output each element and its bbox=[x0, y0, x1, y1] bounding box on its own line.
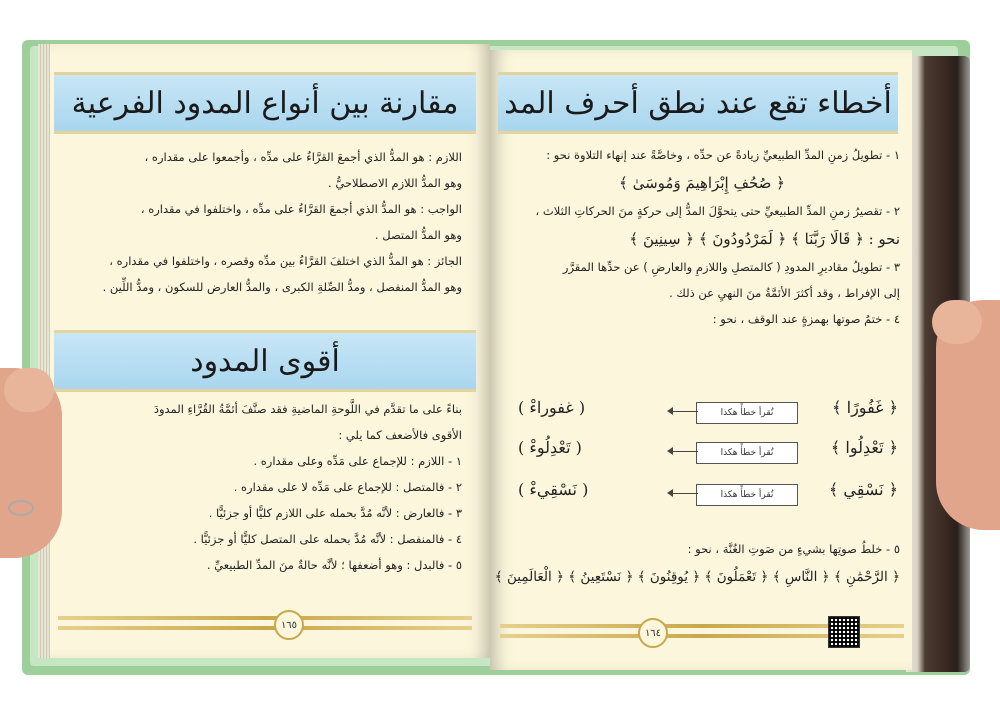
wrong-label-box: تُقرأ خطأً هكذا bbox=[696, 402, 798, 424]
wrong-reading: ( تَعْدِلُوءْ ) bbox=[518, 438, 582, 457]
gold-rule bbox=[58, 626, 472, 630]
arrow-icon bbox=[672, 411, 698, 412]
left-page-title: مقارنة بين أنواع المدود الفرعية bbox=[71, 85, 459, 121]
right-body-lower bbox=[494, 536, 900, 592]
comparison-text bbox=[62, 144, 462, 300]
left-page-subtitle: أقوى المدود bbox=[190, 343, 340, 379]
wrong-label-box: تُقرأ خطأً هكذا bbox=[696, 442, 798, 464]
right-page bbox=[490, 50, 912, 670]
comparison-line: وهو المدُّ المتصل . bbox=[374, 228, 462, 242]
left-title-band bbox=[54, 72, 476, 134]
intro-line: بناءً على ما تقدَّم في اللَّوحةِ الماضيةِ فقد صنَّفَ أئمَّةُ القُرَّاءِ المدودَ bbox=[153, 402, 462, 416]
comparison-line: الجائز : هو المدُّ الذي اختلفَ القرَّاءُ بين مدِّه وقصره ، واختلفوا في مقداره ، bbox=[109, 254, 462, 268]
left-subtitle-band bbox=[54, 330, 476, 392]
comparison-line: وهو المدُّ المنفصل ، ومدُّ الصِّلةِ الكبرى ، والمدُّ العارض للسكون ، ومدُّ اللِّين . bbox=[102, 280, 462, 294]
intro-line: الأقوى فالأضعف كما يلي : bbox=[338, 428, 462, 442]
error-item: ٣ - تطويلُ مقاديرِ المدودِ ( كالمتصلِ واللازمِ والعارضِ ) عن حدِّها المقرَّر bbox=[562, 260, 900, 274]
right-body bbox=[504, 142, 900, 332]
comparison-line: اللازم : هو المدُّ الذي أجمعَ القرَّاءُ على مدِّه ، وأجمعوا على مقداره ، bbox=[144, 150, 462, 164]
strength-item: ١ - اللازم : للإجماع على مَدِّه وعلى مقداره . bbox=[253, 454, 462, 468]
correct-reading: ﴿ نَسْقِي ﴾ bbox=[828, 480, 898, 499]
comparison-row bbox=[518, 396, 898, 430]
correct-reading: ﴿ غَفُورًا ﴾ bbox=[832, 398, 898, 417]
left-page bbox=[38, 44, 490, 658]
error-item: إلى الإفراط ، وقد أكثرَ الأئمَّةُ منَ النهيِ عن ذلك . bbox=[669, 286, 900, 300]
gold-rule bbox=[58, 616, 472, 620]
strength-item: ٥ - فالبدل : وهو أضعفها ؛ لأنَّه حالةٌ منَ المدِّ الطبيعيِّ . bbox=[206, 558, 462, 572]
error-item: ٢ - تقصيرُ زمنِ المدِّ الطبيعيِّ حتى يتحوَّلَ المدُّ إلى حركةٍ منَ الحركاتِ الثلاث ، bbox=[535, 204, 900, 218]
strength-item: ٣ - فالعارض : لأنَّه مُدَّ بحمله على اللازم كليًّا أو جزئيًّا . bbox=[208, 506, 462, 520]
wrong-reading: ( نَسْقِيءْ ) bbox=[518, 480, 589, 499]
wrong-reading: ( غفوراءْ ) bbox=[518, 398, 586, 417]
left-thumb bbox=[4, 368, 54, 412]
wrong-label-box: تُقرأ خطأً هكذا bbox=[696, 484, 798, 506]
comparison-line: وهو المدُّ اللازم الاصطلاحيُّ . bbox=[328, 176, 462, 190]
arrow-icon bbox=[672, 451, 698, 452]
strength-text bbox=[62, 396, 462, 578]
error-item: ٤ - ختمُ صوتها بهمزةٍ عند الوقف ، نحو : bbox=[712, 312, 900, 326]
right-page-title: أخطاء تقع عند نطق أحرف المد bbox=[504, 85, 892, 121]
comparison-line: الواجب : هو المدُّ الذي أجمعَ القرَّاءُ على مدِّه ، واختلفوا في مقداره ، bbox=[140, 202, 462, 216]
error-item: ١ - تطويلُ زمنِ المدِّ الطبيعيِّ زيادةً عن حدِّه ، وخاصَّةً عند إنهاء التلاوة نحو : bbox=[546, 148, 900, 162]
qr-code bbox=[828, 616, 860, 648]
strength-item: ٤ - فالمنفصل : لأنَّه مُدَّ بحمله على المتصل كليًّا أو جزئيًّا . bbox=[193, 532, 462, 546]
strength-item: ٢ - فالمتصل : للإجماع على مَدِّه لا على مقداره . bbox=[233, 480, 462, 494]
page-edge-pattern bbox=[38, 44, 50, 658]
ring bbox=[8, 500, 34, 516]
arrow-icon bbox=[672, 493, 698, 494]
correct-reading: ﴿ تَعْدِلُوا ﴾ bbox=[830, 438, 898, 457]
verse-example: نحو : ﴿ قَالَا رَبَّنَا ﴾ ﴿ لَمَرْدُودُونَ ﴾ ﴿ سِينِينَ ﴾ bbox=[629, 230, 900, 248]
left-page-number: ١٦٥ bbox=[274, 610, 304, 640]
comparison-row bbox=[518, 436, 898, 470]
right-page-number: ١٦٤ bbox=[638, 618, 668, 648]
comparison-row bbox=[518, 478, 898, 512]
error-item: ٥ - خلطُ صوتِها بشيءٍ من صَوتِ الغُنَّة ، نحو : bbox=[687, 542, 900, 556]
verse-example: ﴿ صُحُفِ إِبْرَاهِيمَ وَمُوسَىٰ ﴾ bbox=[619, 174, 785, 192]
right-thumb bbox=[932, 300, 982, 344]
verse-example: ﴿ الرَّحْمَٰنِ ﴾ ﴿ النَّاسِ ﴾ ﴿ تَعْمَلُونَ ﴾ ﴿ يُوقِنُونَ ﴾ ﴿ نَسْتَعِينُ ﴾ ﴿ الْعَالَمِينَ ﴾ bbox=[494, 569, 900, 585]
right-title-band bbox=[498, 72, 898, 134]
